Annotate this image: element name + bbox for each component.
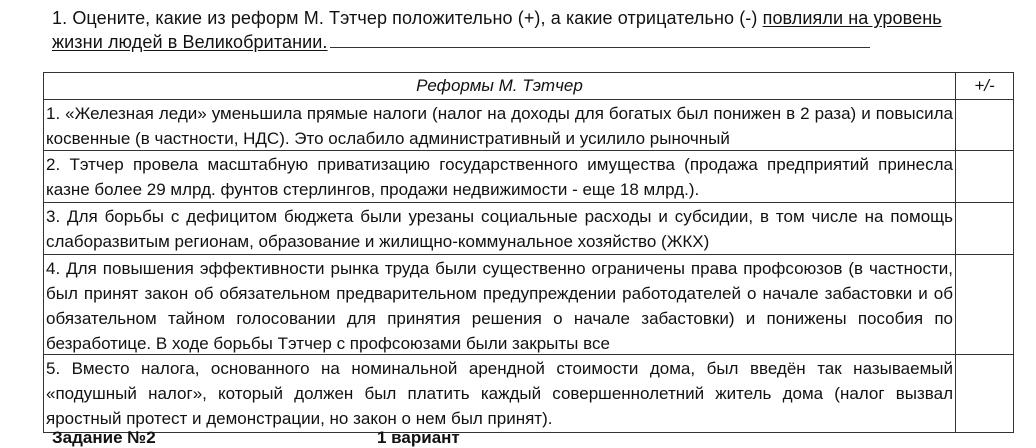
- header-mark: +/-: [956, 73, 1014, 100]
- clipped-footer-fragment: [52, 426, 1032, 447]
- reform-cell: [44, 151, 956, 203]
- footer-right: 1 вариант: [377, 428, 460, 447]
- mark-cell[interactable]: [956, 203, 1014, 255]
- table-header-row: [44, 73, 1014, 100]
- reform-text-4: 4. Для повышения эффективности рынка труда были существенно ограничены права профсоюзов (в частности, был принят закон об обязательном предварительном предупреждении работодателей о начале забастовки и об обязательном тайном голосовании для принятия решения о начале забастовки) и понижены пособия по безработице. В ходе борьбы Тэтчер с профсоюзами были закрыты все: [46, 259, 953, 353]
- reform-cell: [44, 100, 956, 151]
- reform-text-5: 5. Вместо налога, основанного на номинальной арендной стоимости дома, был введён так называемый «подушный налог», который должен был платить каждый совершеннолетний житель дома (налог вызвал яростный протест и демонстрации, но закон о нем был принят).: [46, 359, 953, 428]
- task-underlined-2: жизни людей в Великобритании.: [52, 32, 328, 52]
- clipped-header-fragment: [0, 0, 1036, 4]
- task-underlined-1: повлияли на уровень: [762, 8, 942, 28]
- task-prefix: 1. Оцените, какие из реформ М. Тэтчер положительно (+), а какие отрицательно (-): [52, 8, 763, 28]
- reforms-table: [43, 72, 1014, 433]
- mark-cell[interactable]: [956, 151, 1014, 203]
- table-row: [44, 355, 1014, 433]
- footer-left: Задание №2: [52, 428, 156, 447]
- reform-cell: [44, 255, 956, 355]
- reform-text-2: 2. Тэтчер провела масштабную приватизацию государственного имущества (продажа предприятий принесла казне более 29 млрд. фунтов стерлингов, продажи недвижимости - еще 18 млрд.).: [46, 155, 953, 199]
- answer-underline: [330, 46, 870, 48]
- header-reforms: Реформы М. Тэтчер: [44, 73, 956, 100]
- reform-cell: [44, 355, 956, 433]
- reform-text-3: 3. Для борьбы с дефицитом бюджета были урезаны социальные расходы и субсидии, в том числе на помощь слаборазвитым регионам, образование и жилищно-коммунальное хозяйство (ЖКХ): [46, 207, 953, 251]
- mark-cell[interactable]: [956, 100, 1014, 151]
- reform-cell: [44, 203, 956, 255]
- table-row: [44, 151, 1014, 203]
- table-row: [44, 255, 1014, 355]
- mark-cell[interactable]: [956, 255, 1014, 355]
- reform-text-1: 1. «Железная леди» уменьшила прямые налоги (налог на доходы для богатых был понижен в 2 раза) и повысила косвенные (в частности, НДС). Это ослабило административный и усилило рыночный: [46, 104, 953, 148]
- task-statement: [52, 6, 972, 54]
- mark-cell[interactable]: [956, 355, 1014, 433]
- table-row: [44, 100, 1014, 151]
- table-row: [44, 203, 1014, 255]
